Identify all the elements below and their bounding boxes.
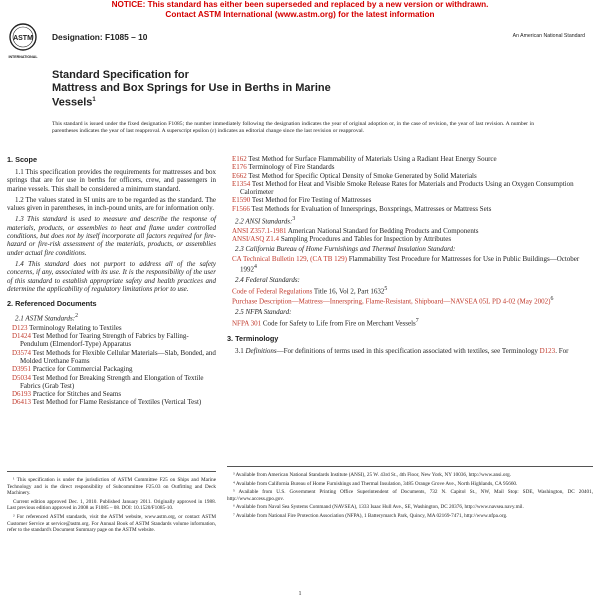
- ansi-ref-0: [227, 227, 593, 235]
- terminology-d123-link[interactable]: D123: [539, 346, 556, 355]
- astm-ref-link[interactable]: D3951: [12, 365, 32, 374]
- nfpa-standard-label: 2.5 NFPA Standard:: [235, 308, 292, 317]
- federal-ref-1: [227, 295, 593, 306]
- astm-ref-title: Practice for Commercial Packaging: [31, 365, 133, 374]
- astm-ref-title: Terminology of Fire Standards: [246, 163, 335, 172]
- nfpa-ref-link[interactable]: NFPA 301: [232, 319, 262, 328]
- title-line-3: Vessels: [52, 96, 93, 109]
- astm-ref-link[interactable]: E1590: [232, 196, 251, 205]
- california-ref-list: [227, 255, 593, 274]
- astm-ref-link[interactable]: E1354: [232, 179, 251, 188]
- footnote: ⁵ Available from U.S. Government Printing Office Superintendent of Documents, 732 N. Capitol St., NW, Mail Stop: SDE, Washington, DC 20401, http://www.access.gpo.gov.: [227, 489, 593, 502]
- astm-ref-1: [227, 163, 593, 171]
- astm-ref-link[interactable]: E662: [232, 171, 247, 180]
- scope-heading: 1. Scope: [7, 155, 38, 164]
- terminology-para-1: 3.1 Definitions—For definitions of terms used in this specification associated with textiles, see Terminology D123. For: [235, 346, 569, 355]
- footnote: ² For referenced ASTM standards, visit the ASTM website, www.astm.org, or contact ASTM Customer Service at service@astm.org. For Annual Book of ASTM Standards volume information, refer to the standard's Document Summary page on the ASTM website.: [7, 513, 216, 534]
- designation: Designation: F1085 – 10: [52, 32, 148, 42]
- astm-ref-title: Terminology Relating to Textiles: [27, 323, 122, 332]
- title-footnote-mark: 1: [92, 97, 96, 104]
- scope-para-3: 1.3 This standard is used to measure and describe the response of materials, products, or assemblies to heat and flame under controlled conditions, but does not by itself incorporate all factors required for fire-hazard or fire-risk assessment of the materials, products, or assemblies under actual fire conditions.: [7, 215, 216, 257]
- logo-text: ASTM: [13, 35, 33, 42]
- ansi-ref-1: [227, 235, 593, 243]
- federal-ref-link[interactable]: Purchase Description—Mattress—Innerspring, Flame-Resistant, Shipboard—NAVSEA 05L PD 4-02 (May 2002): [232, 297, 551, 306]
- astm-ref-5: [227, 205, 593, 213]
- astm-ref-1: [7, 332, 216, 349]
- standard-type: An American National Standard: [512, 33, 585, 39]
- federal-ref-0: [227, 285, 593, 296]
- astm-ref-title: Test Method for Flame Resistance of Textiles (Vertical Test): [31, 398, 202, 407]
- astm-ref-title: Test Method for Fire Testing of Mattresses: [250, 196, 372, 205]
- supersede-notice: [0, 0, 600, 20]
- terminology-heading: 3. Terminology: [227, 333, 279, 343]
- astm-ref-title: Test Methods for Evaluation of Innersprings, Boxsprings, Mattresses or Mattress Sets: [249, 204, 492, 213]
- astm-standards-label: 2.1 ASTM Standards:$^2$: [15, 313, 79, 323]
- astm-ref-title: Test Method for Heat and Visible Smoke Release Rates for Materials and Products Using an Oxygen Consumption Calorimeter: [240, 179, 574, 197]
- footnote: Current edition approved Dec. 1, 2010. Published January 2011. Originally approved in 1988. Last previous edition approved in 2008 as F1085 – 08. DOI: 10.1520/F1085-10.: [7, 498, 216, 512]
- astm-ref-title: Test Method for Tearing Strength of Fabrics by Falling-Pendulum (Elmendorf-Type) Apparatus: [20, 332, 189, 349]
- astm-ref-title: Test Method for Specific Optical Density of Smoke Generated by Solid Materials: [246, 171, 477, 180]
- astm-ref-link[interactable]: D3574: [12, 348, 32, 357]
- astm-ref-0: [7, 324, 216, 332]
- notice-line-1: NOTICE: This standard has either been superseded and replaced by a new version or withdrawn.: [111, 0, 489, 9]
- footnote: ³ Available from American National Standards Institute (ANSI), 25 W. 43rd St., 4th Floor, New York, NY 10036, http://www.ansi.org.: [233, 472, 511, 478]
- astm-ref-4: [227, 196, 593, 204]
- astm-ref-2: [227, 172, 593, 180]
- astm-ref-link[interactable]: D123: [12, 323, 28, 332]
- federal-ref-link[interactable]: Code of Federal Regulations: [232, 287, 313, 296]
- astm-ref-link[interactable]: E176: [232, 163, 247, 172]
- scope-para-1: 1.1 This specification provides the requirements for mattresses and box springs that are for use in berths for officers, crew, and passengers in marine vessels. This shall be considered a minimum standard.: [7, 168, 216, 193]
- astm-ref-4: [7, 374, 216, 391]
- footnotes-right: [227, 466, 593, 522]
- astm-ref-title: Test Methods for Flexible Cellular Materials—Slab, Bonded, and Molded Urethane Foams: [20, 348, 216, 365]
- astm-ref-link[interactable]: F1566: [232, 204, 250, 213]
- astm-ref-list-left: [7, 324, 216, 407]
- astm-ref-link[interactable]: E162: [232, 155, 247, 163]
- astm-ref-5: [7, 390, 216, 398]
- astm-ref-link[interactable]: D1424: [12, 332, 32, 341]
- astm-ref-3: [7, 365, 216, 373]
- nfpa-ref-0: [227, 317, 593, 328]
- astm-ref-6: [7, 398, 216, 406]
- document-title: [52, 69, 492, 109]
- ansi-ref-list: [227, 227, 593, 244]
- astm-ref-title: Test Method for Breaking Strength and Elongation of Textile Fabrics (Grab Test): [20, 373, 204, 390]
- title-line-2: Mattress and Box Springs for Use in Berths in Marine: [52, 81, 331, 94]
- footnote: ⁶ Available from Naval Sea Systems Command (NAVSEA), 1333 Isaac Hull Ave., SE, Washington, DC 20376, http://www.navsea.navy.mil.: [233, 504, 524, 511]
- ansi-ref-link[interactable]: ANSI/ASQ Z1.4: [232, 235, 280, 243]
- nfpa-ref-footnote-mark: 7: [415, 318, 419, 325]
- california-ref-footnote-mark: 4: [254, 263, 257, 270]
- california-standards-label: 2.3 California Bureau of Home Furnishings and Thermal Insulation Standard:: [235, 245, 456, 254]
- astm-ref-3: [227, 180, 593, 197]
- astm-ref-title: Test Method for Surface Flammability of Materials Using a Radiant Heat Energy Source: [246, 155, 497, 163]
- astm-logo-icon: [8, 22, 38, 62]
- federal-ref-footnote-mark: 6: [550, 296, 554, 303]
- astm-ref-link[interactable]: D6413: [12, 398, 32, 407]
- page-number: 1: [298, 591, 302, 597]
- footnote: ⁴ Available from California Bureau of Home Furnishings and Thermal Insulation, 3485 Orange Grove Ave., North Highlands, CA 95660.: [233, 480, 518, 487]
- california-ref-title: Flammability Test Procedure for Mattresses for Use in Public Buildings—October 1992: [240, 254, 580, 274]
- footnote: ⁷ Available from National Fire Protection Association (NFPA), 1 Batterymarch Park, Quincy, MA 02169-7471, http://www.nfpa.org.: [233, 512, 508, 519]
- footnotes-left: [7, 471, 216, 536]
- nfpa-ref-title: Code for Safety to Life from Fire on Merchant Vessels: [261, 319, 416, 328]
- issue-note: This standard is issued under the fixed designation F1085; the number immediately following the designation indicates the year of original adoption or, in the case of revision, the year of last revision. A number in parentheses indicates the year of last reapproval. A superscript epsilon (ε) indicates an editorial change since the last revision or reapproval.: [52, 121, 534, 135]
- left-column: [7, 155, 216, 407]
- notice-line-2: Contact ASTM International (www.astm.org) for the latest information: [165, 10, 435, 19]
- scope-para-2: 1.2 The values stated in SI units are to be regarded as the standard. The values given in parentheses, in inch-pound units, are for information only.: [7, 195, 216, 213]
- astm-ref-2: [7, 349, 216, 366]
- referenced-heading: 2. Referenced Documents: [7, 299, 97, 309]
- title-line-1: Standard Specification for: [52, 69, 189, 81]
- astm-ref-list-right: [227, 155, 593, 213]
- ansi-standards-label: 2.2 ANSI Standards:$^3$: [235, 216, 296, 226]
- footnote: ¹ This specification is under the jurisdiction of ASTM Committee F25 on Ships and Marine Technology and is the direct responsibility of Subcommittee F25.03 on Outfitting and Deck Machinery.: [7, 477, 216, 497]
- nfpa-ref-list: [227, 317, 593, 328]
- ansi-ref-link[interactable]: ANSI Z357.1-1981: [232, 226, 287, 235]
- astm-ref-0: [227, 155, 593, 163]
- ansi-ref-title: American National Standard for Bedding Products and Components: [286, 226, 479, 235]
- ansi-ref-title: Sampling Procedures and Tables for Inspection by Attributes: [279, 235, 452, 243]
- california-ref-link[interactable]: CA Technical Bulletin 129, (CA TB 129): [232, 254, 347, 263]
- federal-standards-label: 2.4 Federal Standards:: [235, 275, 300, 284]
- federal-ref-list: [227, 285, 593, 306]
- scope-para-4: 1.4 This standard does not purport to address all of the safety concerns, if any, associated with its use. It is the responsibility of the user of this standard to establish appropriate safety and health practices and determine the applicability of regulatory limitations prior to use.: [7, 259, 216, 293]
- astm-ref-title: Practice for Stitches and Seams: [31, 390, 122, 399]
- right-column: [227, 155, 593, 358]
- astm-ref-link[interactable]: D6193: [12, 390, 32, 399]
- federal-ref-footnote-mark: 5: [384, 285, 388, 292]
- astm-ref-link[interactable]: D5034: [12, 373, 32, 382]
- logo-subtext: INTERNATIONAL: [8, 55, 38, 59]
- california-ref-0: [227, 255, 593, 274]
- federal-ref-title: Title 16, Vol 2, Part 1632: [312, 287, 385, 296]
